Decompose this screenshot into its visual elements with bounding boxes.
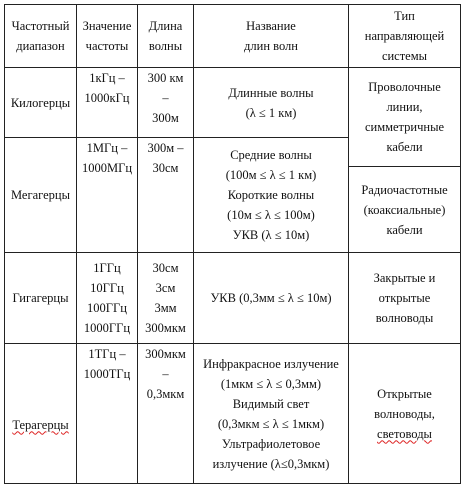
header-wavelength: Длина волны: [148, 19, 183, 53]
row-terahertz-name: Инфракрасное излучение (1мкм ≤ λ ≤ 0,3мм) Видимый свет (0,3мкм ≤ λ ≤ 1мкм) Ультрафиолетовое излучение (λ≤0,3мкм): [203, 356, 339, 471]
row-kilohertz-range: Килогерцы: [10, 95, 71, 110]
row-gigahertz-range: Гигагерцы: [12, 291, 69, 305]
row-gigahertz-wavelength: 30см 3см 3мм 300мкм: [145, 261, 186, 335]
row-megahertz-wavelength: 300м – 30см: [147, 141, 184, 175]
header-name: Название длин волн: [244, 19, 298, 53]
row-terahertz-wavelength: 300мкм – 0,3мкм: [145, 347, 186, 401]
row-kilohertz-wavelength: 300 км – 300м: [147, 71, 184, 125]
row-terahertz-range: Терагерцы: [12, 417, 69, 432]
rule-bottom: [4, 483, 461, 484]
header-type: Тип направляющей системы: [364, 9, 445, 63]
row-megahertz-frequency: 1МГц – 1000МГц: [81, 141, 133, 175]
row-megahertz-name: Средние волны (100м ≤ λ ≤ 1 км) Короткие волны (10м ≤ λ ≤ 100м) УКВ (λ ≤ 10м): [225, 148, 317, 242]
row-megahertz-range: Мегагерцы: [10, 188, 71, 202]
header-frequency: Значение частоты: [82, 19, 132, 53]
row-gigahertz-type: Закрытые и открытые волноводы: [373, 271, 436, 325]
header-range: Частотный диапазон: [11, 19, 70, 53]
row-megahertz-type: Радиочастотные (коаксиальные) кабели: [361, 182, 448, 237]
rule-right: [460, 4, 461, 484]
row-gigahertz-frequency: 1ГГц 10ГГц 100ГГц 1000ГГц: [83, 261, 131, 335]
row-kilohertz-name: Длинные волны (λ ≤ 1 км): [228, 85, 314, 120]
row-terahertz-type: Открытые волноводы, световоды: [374, 386, 435, 441]
row-kilohertz-type: Проволочные линии, симметричные кабели: [364, 80, 445, 154]
row-terahertz-frequency: 1ТГц – 1000ТГц: [83, 347, 131, 381]
row-kilohertz-frequency: 1кГц – 1000кГц: [84, 71, 130, 105]
row-gigahertz-name: УКВ (0,3мм ≤ λ ≤ 10м): [210, 291, 332, 305]
